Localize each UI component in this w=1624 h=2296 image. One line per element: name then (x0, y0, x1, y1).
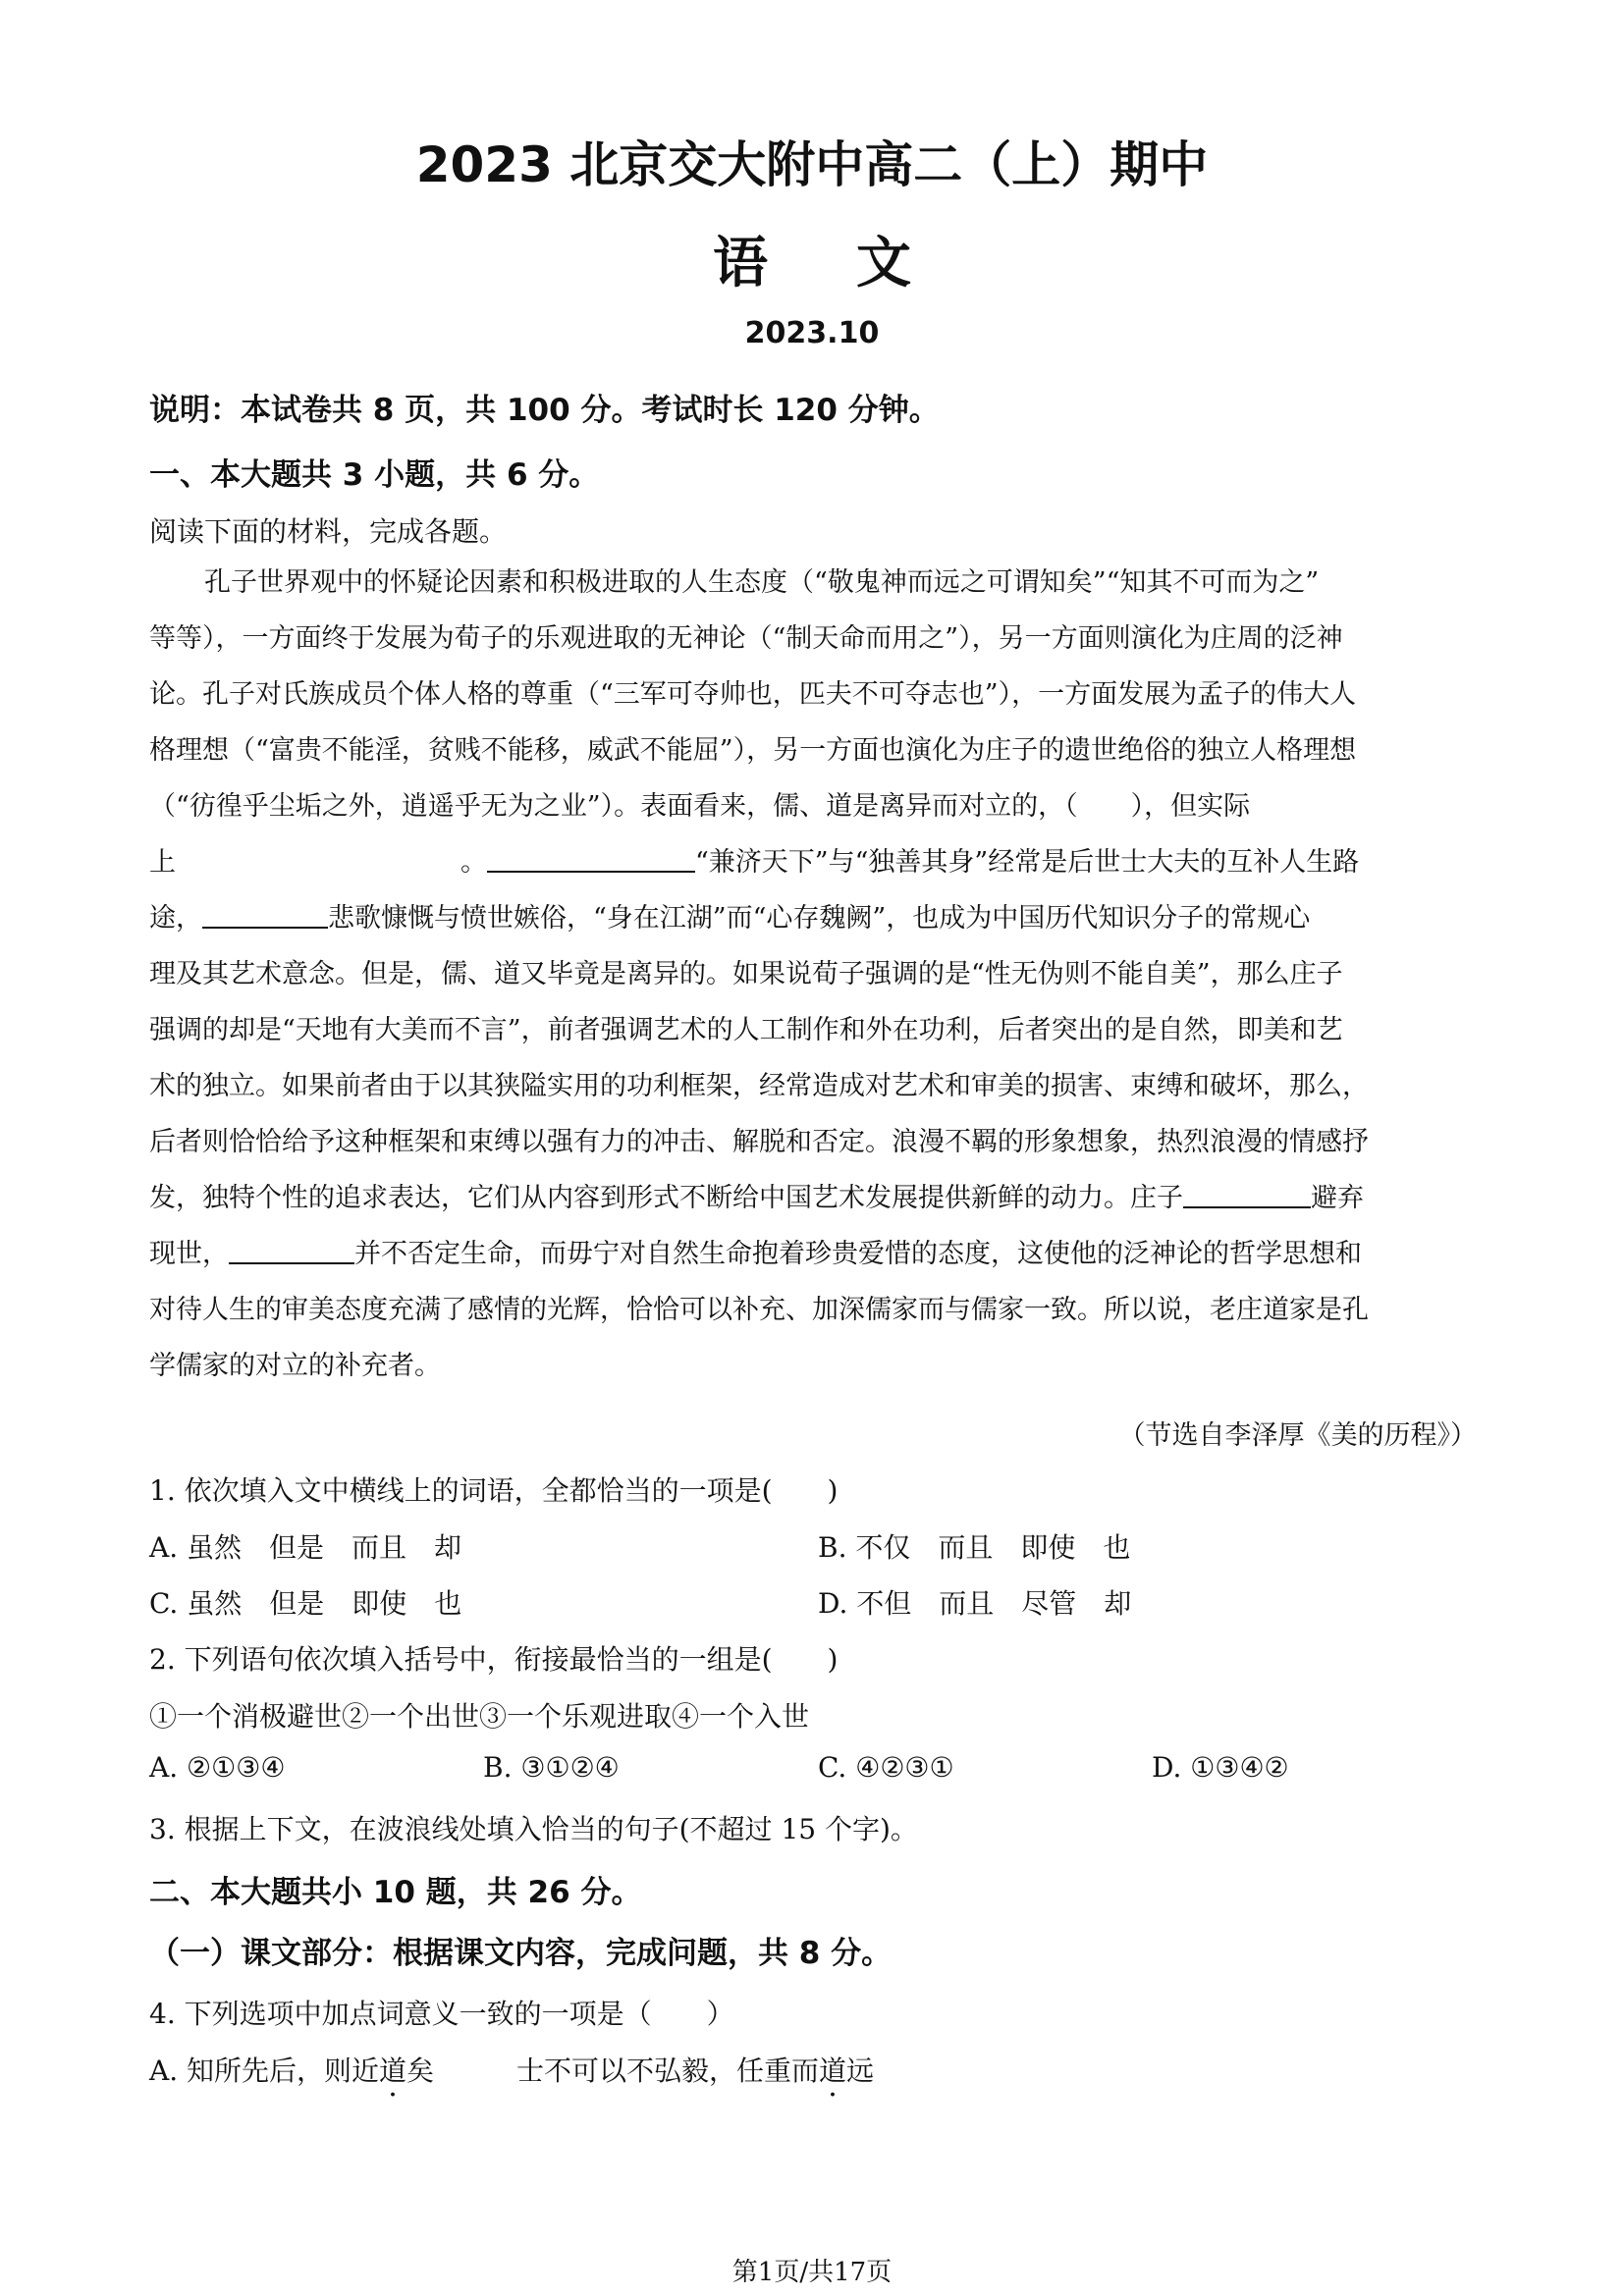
dotted-word: 道 (379, 2055, 407, 2087)
q4-option-a-part2 (516, 2050, 874, 2089)
subject-title: 语文 (713, 232, 1000, 295)
passage-line: 孔子世界观中的怀疑论因素和积极进取的人生态度（“敬鬼神而远之可谓知矣”“知其不可而为之” (204, 567, 1320, 598)
answer-blank (229, 1233, 354, 1264)
passage-line: 强调的却是“天地有大美而不言”，前者强调艺术的人工制作和外在功利，后者突出的是自然，即美和艺 (149, 1015, 1343, 1045)
option-text: 矣 (406, 2055, 435, 2087)
passage-text: 悲歌慷慨与愤世嫉俗，“身在江湖”而“心存魏阙”，也成为中国历代知识分子的常规心 (328, 903, 1311, 934)
answer-blank (202, 897, 328, 929)
option-text: 远 (846, 2055, 875, 2087)
passage-text: 发，独特个性的追求表达，它们从内容到形式不断给中国艺术发展提供新鲜的动力。庄子 (149, 1183, 1183, 1213)
passage-line: 后者则恰恰给予这种框架和束缚以强有力的冲击、解脱和否定。浪漫不羁的形象想象，热烈浪漫的情感抒 (149, 1127, 1369, 1157)
section1-instruction: 阅读下面的材料，完成各题。 (149, 515, 508, 548)
passage-source: （节选自李泽厚《美的历程》） (1118, 1420, 1477, 1451)
passage-line: 对待人生的审美态度充满了感情的光辉，恰恰可以补充、加深儒家而与儒家一致。所以说，老庄道家是孔 (149, 1295, 1369, 1325)
dotted-word: 道 (819, 2055, 847, 2087)
passage-text: 避弃 (1311, 1183, 1364, 1213)
q2-option-c: C. ④②③① (818, 1751, 954, 1784)
passage-text: 。 (460, 847, 487, 878)
question-2-items: ①一个消极避世②一个出世③一个乐观进取④一个入世 (149, 1700, 810, 1733)
question-1-stem: 1. 依次填入文中横线上的词语，全都恰当的一项是( ) (149, 1474, 839, 1507)
q2-option-b: B. ③①②④ (483, 1751, 620, 1784)
exam-note: 说明：本试卷共 8 页，共 100 分。考试时长 120 分钟。 (149, 393, 940, 428)
exam-title: 2023 北京交大附中高二（上）期中 (415, 136, 1209, 193)
question-3-stem: 3. 根据上下文，在波浪线处填入恰当的句子(不超过 15 个字)。 (149, 1813, 918, 1845)
q1-option-a: A. 虽然 但是 而且 却 (149, 1531, 462, 1564)
passage-line: 论。孔子对氏族成员个体人格的尊重（“三军可夺帅也，匹夫不可夺志也”），一方面发展为孟子的伟大人 (149, 679, 1357, 710)
question-2-stem: 2. 下列语句依次填入括号中，衔接最恰当的一组是( ) (149, 1643, 839, 1676)
passage-text: 上 (149, 847, 176, 878)
reading-passage (149, 555, 1477, 1394)
passage-line (149, 1226, 1477, 1282)
passage-text: 途， (149, 903, 202, 934)
page-footer: 第1页/共17页 (731, 2258, 893, 2287)
question-4-stem: 4. 下列选项中加点词意义一致的一项是（ ） (149, 1998, 734, 2030)
answer-blank (487, 841, 695, 873)
passage-line: 术的独立。如果前者由于以其狭隘实用的功利框架，经常造成对艺术和审美的损害、束缚和破坏，那么， (149, 1071, 1369, 1101)
passage-text: 现世， (149, 1239, 229, 1269)
q1-option-c: C. 虽然 但是 即使 也 (149, 1587, 462, 1620)
q1-option-d: D. 不但 而且 尽管 却 (818, 1587, 1132, 1620)
passage-line: 学儒家的对立的补充者。 (149, 1351, 441, 1381)
wavy-line-blank (176, 836, 460, 866)
passage-line (149, 890, 1477, 946)
q4-option-a-part1 (149, 2050, 434, 2089)
q2-option-d: D. ①③④② (1152, 1751, 1289, 1784)
q1-option-b: B. 不仅 而且 即使 也 (818, 1531, 1131, 1564)
option-text: A. 知所先后，则近 (149, 2055, 380, 2087)
exam-date: 2023.10 (744, 316, 880, 350)
passage-line (149, 1170, 1477, 1226)
passage-line: 理及其艺术意念。但是，儒、道又毕竟是离异的。如果说荀子强调的是“性无伪则不能自美”，那么庄子 (149, 959, 1343, 989)
passage-text: “兼济天下”与“独善其身”经常是后世士大夫的互补人生路 (695, 847, 1360, 878)
section2-sub1: （一）课文部分：根据课文内容，完成问题，共 8 分。 (149, 1936, 893, 1971)
section2-heading: 二、本大题共小 10 题，共 26 分。 (149, 1875, 642, 1910)
passage-line (149, 834, 1477, 890)
q2-option-a: A. ②①③④ (149, 1751, 286, 1784)
option-text: 士不可以不弘毅，任重而 (516, 2055, 820, 2087)
passage-line: 格理想（“富贵不能淫，贫贱不能移，威武不能屈”），另一方面也演化为庄子的遗世绝俗的独立人格理想 (149, 735, 1357, 766)
passage-line: （“彷徨乎尘垢之外，逍遥乎无为之业”）。表面看来，儒、道是离异而对立的，（ ），但实际 (149, 791, 1251, 822)
passage-text: 并不否定生命，而毋宁对自然生命抱着珍贵爱惜的态度，这使他的泛神论的哲学思想和 (354, 1239, 1362, 1269)
section1-heading: 一、本大题共 3 小题，共 6 分。 (149, 457, 600, 493)
passage-line: 等等），一方面终于发展为荀子的乐观进取的无神论（“制天命而用之”），另一方面则演化为庄周的泛神 (149, 623, 1343, 654)
answer-blank (1183, 1177, 1311, 1208)
